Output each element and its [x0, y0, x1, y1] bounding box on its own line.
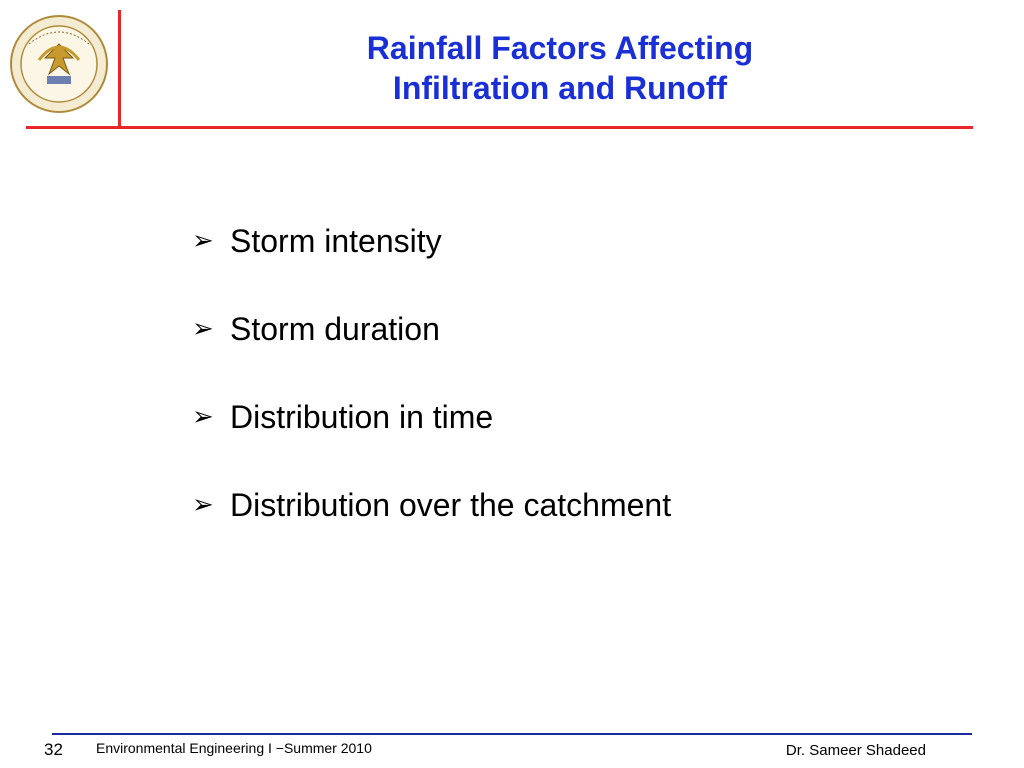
bullet-item [192, 486, 671, 574]
footer-course: Environmental Engineering I −Summer 2010 [96, 740, 372, 756]
bullet-item [192, 398, 671, 486]
bullet-item [192, 222, 671, 310]
header-vertical-divider [118, 10, 121, 128]
slide-title-line-2: Infiltration and Runoff [392, 70, 728, 106]
footer-author: Dr. Sameer Shadeed [785, 742, 926, 759]
footer-divider [52, 733, 972, 735]
bullet-text: Distribution in time [230, 399, 494, 435]
bullet-text: Storm intensity [230, 223, 442, 259]
slide-title [260, 28, 860, 108]
arrow-bullet-icon: ➢ [192, 490, 214, 520]
arrow-bullet-icon: ➢ [192, 314, 214, 344]
arrow-bullet-icon: ➢ [192, 402, 214, 432]
bullet-text: Distribution over the catchment [230, 487, 672, 523]
page-number: 32 [44, 740, 63, 759]
header-horizontal-divider [26, 126, 973, 129]
bullet-text: Storm duration [230, 311, 440, 347]
slide-title-line-1: Rainfall Factors Affecting [366, 30, 754, 66]
bullet-item [192, 310, 671, 398]
university-seal-icon [9, 14, 109, 114]
arrow-bullet-icon: ➢ [192, 226, 214, 256]
bullet-list [192, 222, 671, 574]
